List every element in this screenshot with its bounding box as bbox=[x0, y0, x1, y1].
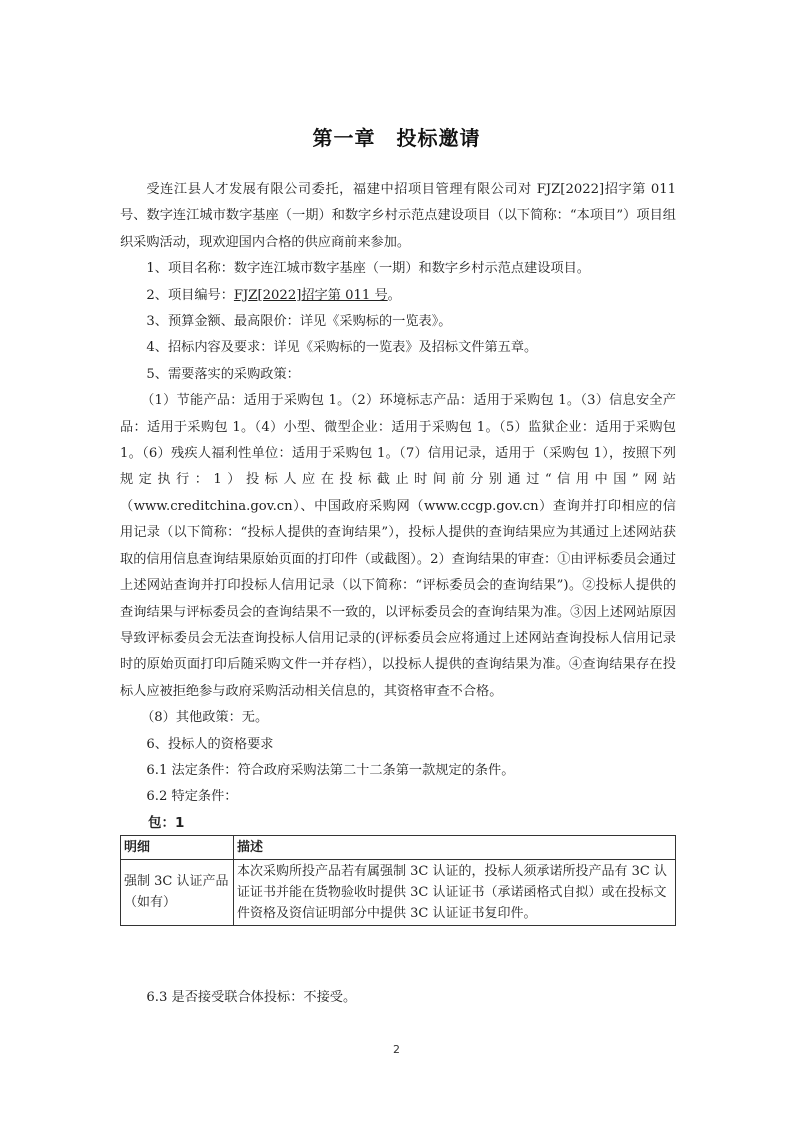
item-policy-heading: 5、需要落实的采购政策： bbox=[146, 366, 300, 382]
item-legal-conditions: 6.1 法定条件：符合政府采购法第二十二条第一款规定的条件。 bbox=[146, 762, 515, 778]
table-cell-detail: 强制 3C 认证产品（如有） bbox=[121, 859, 234, 925]
package-label: 包：1 bbox=[148, 814, 185, 831]
table-row bbox=[121, 859, 676, 925]
table-header-description: 描述 bbox=[234, 835, 676, 859]
project-code-period: 。 bbox=[387, 287, 401, 303]
item-budget: 3、预算金额、最高限价：详见《采购标的一览表》。 bbox=[146, 314, 452, 330]
item-content: 4、招标内容及要求：详见《采购标的一览表》及招标文件第五章。 bbox=[146, 340, 538, 356]
item-qualification-heading: 6、投标人的资格要求 bbox=[146, 736, 274, 752]
item-project-code bbox=[120, 283, 676, 309]
other-policy: （8）其他政策：无。 bbox=[141, 710, 269, 726]
item-project-name: 1、项目名称：数字连江城市数字基座（一期）和数字乡村示范点建设项目。 bbox=[146, 261, 590, 277]
page-number: 2 bbox=[393, 1043, 400, 1056]
table-cell-description: 本次采购所投产品若有属强制 3C 认证的，投标人须承诺所投产品有 3C 认证证书并能在货物验收时提供 3C 认证证书（承诺函格式自拟）或在投标文件资格及资信证明部分中提供 3C 认证证书复印件。 bbox=[234, 859, 676, 925]
intro-paragraph: 受连江县人才发展有限公司委托，福建中招项目管理有限公司对 FJZ[2022]招字第 011 号、数字连江城市数字基座（一期）和数字乡村示范点建设项目（以下简称：“本项目”）项目组织采购活动，现欢迎国内合格的供应商前来参加。 bbox=[120, 182, 676, 250]
chapter-title: 第一章 投标邀请 bbox=[312, 126, 481, 150]
project-code-value: FJZ[2022]招字第 011 号 bbox=[233, 287, 388, 303]
item-consortium: 6.3 是否接受联合体投标：不接受。 bbox=[146, 990, 357, 1005]
requirements-table bbox=[120, 835, 676, 926]
item-specific-conditions: 6.2 特定条件： bbox=[146, 789, 238, 805]
document-body bbox=[120, 177, 676, 926]
table-header-row bbox=[121, 835, 676, 859]
table-header-detail: 明细 bbox=[121, 835, 234, 859]
policy-paragraph: （1）节能产品：适用于采购包 1。（2）环境标志产品：适用于采购包 1。（3）信息安全产品：适用于采购包 1。（4）小型、微型企业：适用于采购包 1。（5）监狱企业：适用于采购包 1。（6）残疾人福利性单位：适用于采购包 1。（7）信用记录，适用于（采购包 1），按照下列规定执行：1）投标人应在投标截止时间前分别通过“信用中国”网站（www.creditchina.gov.cn）、中国政府采购网（www.ccgp.gov.cn）查询并打印相应的信用记录（以下简称：“投标人提供的查询结果”），投标人提供的查询结果应为其通过上述网站获取的信用信息查询结果原始页面的打印件（或截图）。2）查询结果的审查：①由评标委员会通过上述网站查询并打印投标人信用记录（以下简称：“评标委员会的查询结果”)。②投标人提供的查询结果与评标委员会的查询结果不一致的，以评标委员会的查询结果为准。③因上述网站原因导致评标委员会无法查询投标人信用记录的(评标委员会应将通过上述网站查询投标人信用记录时的原始页面打印后随采购文件一并存档），以投标人提供的查询结果为准。④查询结果存在投标人应被拒绝参与政府采购活动相关信息的，其资格审查不合格。 bbox=[120, 393, 676, 699]
project-code-label: 2、项目编号： bbox=[146, 287, 234, 303]
